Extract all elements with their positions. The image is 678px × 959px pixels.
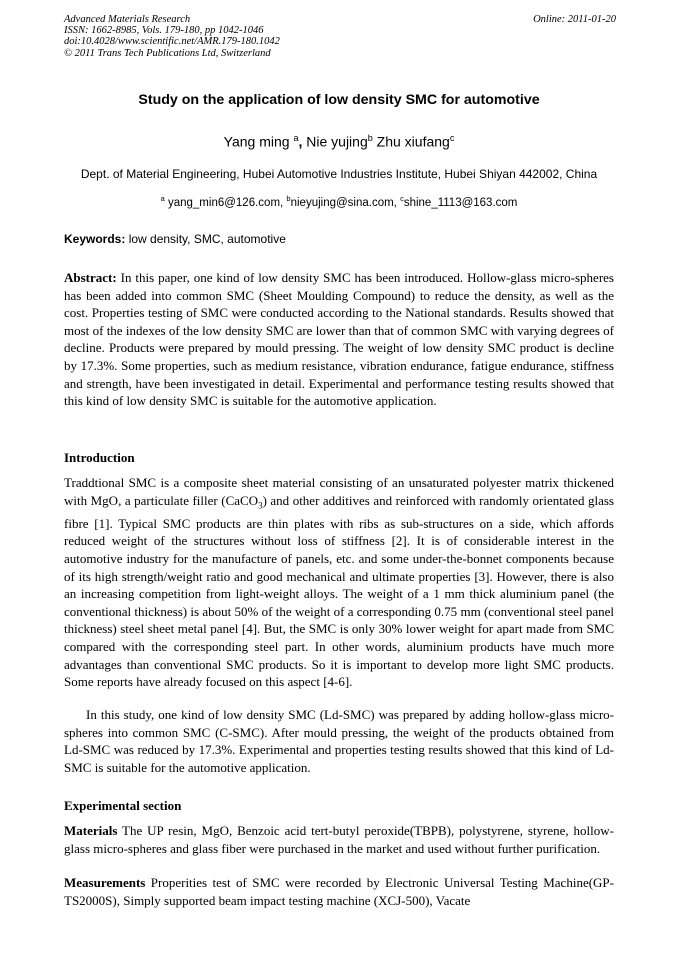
introduction-heading: Introduction — [64, 450, 135, 465]
keywords-text: low density, SMC, automotive — [125, 232, 286, 246]
email-mark: c — [400, 194, 404, 203]
materials-label: Materials — [64, 823, 118, 838]
online-date: Online: 2011-01-20 — [533, 14, 616, 25]
author-separator: , — [298, 133, 307, 150]
email-address: nieyujing@sina.com, — [290, 196, 401, 209]
author-affil-mark: b — [367, 133, 373, 143]
author-affil-mark: c — [449, 133, 455, 143]
materials-paragraph — [64, 822, 614, 857]
paper-title: Study on the application of low density SMC for automotive — [138, 92, 540, 108]
measurements-paragraph — [64, 874, 614, 909]
email-address: yang_min6@126.com, — [164, 196, 287, 209]
intro-text: Traddtional SMC is a composite sheet material consisting of an unsaturated polyester matrix thickened with MgO, a particulate filler (CaCO — [64, 475, 614, 508]
introduction-paragraph-1 — [64, 474, 614, 691]
author-list — [0, 133, 678, 150]
journal-issn: ISSN: 1662-8985, Vols. 179-180, pp 1042-1046 — [64, 25, 264, 37]
journal-name: Advanced Materials Research — [64, 14, 191, 25]
author-name: Yang ming — [223, 133, 290, 150]
author-name: Nie yujing — [306, 133, 368, 150]
abstract-text: In this paper, one kind of low density SMC has been introduced. Hollow-glass micro-spheres has been added into common SMC (Sheet Moulding Compound) to reduce the density, as well as the cost. Properties testing of SMC were conducted according to the National standards. Results showed that most of the indexes of the low density SMC are lower than that of common SMC with varying degrees of decline. Products were prepared by mould pressing. The weight of low density SMC product is decline by 17.3%. Some properties, such as medium resistance, vibration endurance, fatigue endurance, stiffness and strength, have been investigated in detail. Experimental and performance testing results showed that this kind of low density SMC is suitable for the automotive application. — [64, 270, 614, 409]
materials-text: The UP resin, MgO, Benzoic acid tert-butyl peroxide(TBPB), polystyrene, styrene, hollow-glass micro-spheres and glass fiber were purchased in the market and used without further purification. — [64, 823, 614, 856]
journal-doi: doi:10.4028/www.scientific.net/AMR.179-180.1042 — [64, 36, 280, 48]
author-name: Zhu xiufang — [372, 133, 450, 150]
intro-text: ) and other additives and reinforced with randomly orientated glass fibre [1]. Typical SMC products are thin plates with ribs as sub-structures on a side, which affords reduced weight of the structures without loss of stiffness [2]. It is of considerable interest in the automotive industry for the manufacture of panels, etc. and some under-the-bonnet components because of its high strength/weight ratio and good mechanical and ultimate properties [3]. However, there is also an increasing competition from light-weight alloys. The weight of a 1 mm thick aluminium panel (the conventional thickness) is about 50% of the weight of a corresponding 0.75 mm (conventional steel panel thickness) steel sheet metal panel [4]. But, the SMC is only 30% lower weight for apart made from SMC compared with the corresponding steel part. In other words, aluminium products have much more advantages than conventional SMC products. So it is important to develop more light SMC products. Some reports have already focused on this aspect [4-6]. — [64, 492, 614, 690]
measurements-label: Measurements — [64, 875, 146, 890]
journal-header — [64, 14, 616, 59]
keywords — [64, 232, 286, 246]
experimental-heading: Experimental section — [64, 798, 182, 813]
introduction-paragraph-2: In this study, one kind of low density SMC (Ld-SMC) was prepared by adding hollow-glass micro-spheres into common SMC (C-SMC). After mould pressing, the weight of the products obtained from Ld-SMC was reduced by 17.3%. Experimental and properties testing results showed that this kind of Ld-SMC is suitable for the automotive application. — [64, 707, 614, 775]
abstract-paragraph — [64, 269, 614, 410]
journal-copyright: © 2011 Trans Tech Publications Ltd, Switzerland — [64, 47, 271, 59]
author-emails — [0, 194, 678, 209]
measurements-text: Properities test of SMC were recorded by Electronic Universal Testing Machine(GP-TS2000S), Simply supported beam impact testing machine (XCJ-500), Vacate — [64, 875, 614, 908]
keywords-label: Keywords: — [64, 232, 126, 246]
abstract-label: Abstract: — [64, 270, 117, 285]
email-mark: a — [160, 194, 165, 203]
email-mark: b — [286, 194, 291, 203]
intro-subscript: 3 — [258, 500, 263, 511]
email-address: shine_1113@163.com — [403, 196, 518, 209]
author-affil-mark: a — [293, 133, 299, 143]
affiliation: Dept. of Material Engineering, Hubei Automotive Industries Institute, Hubei Shiyan 442002, China — [80, 167, 598, 181]
